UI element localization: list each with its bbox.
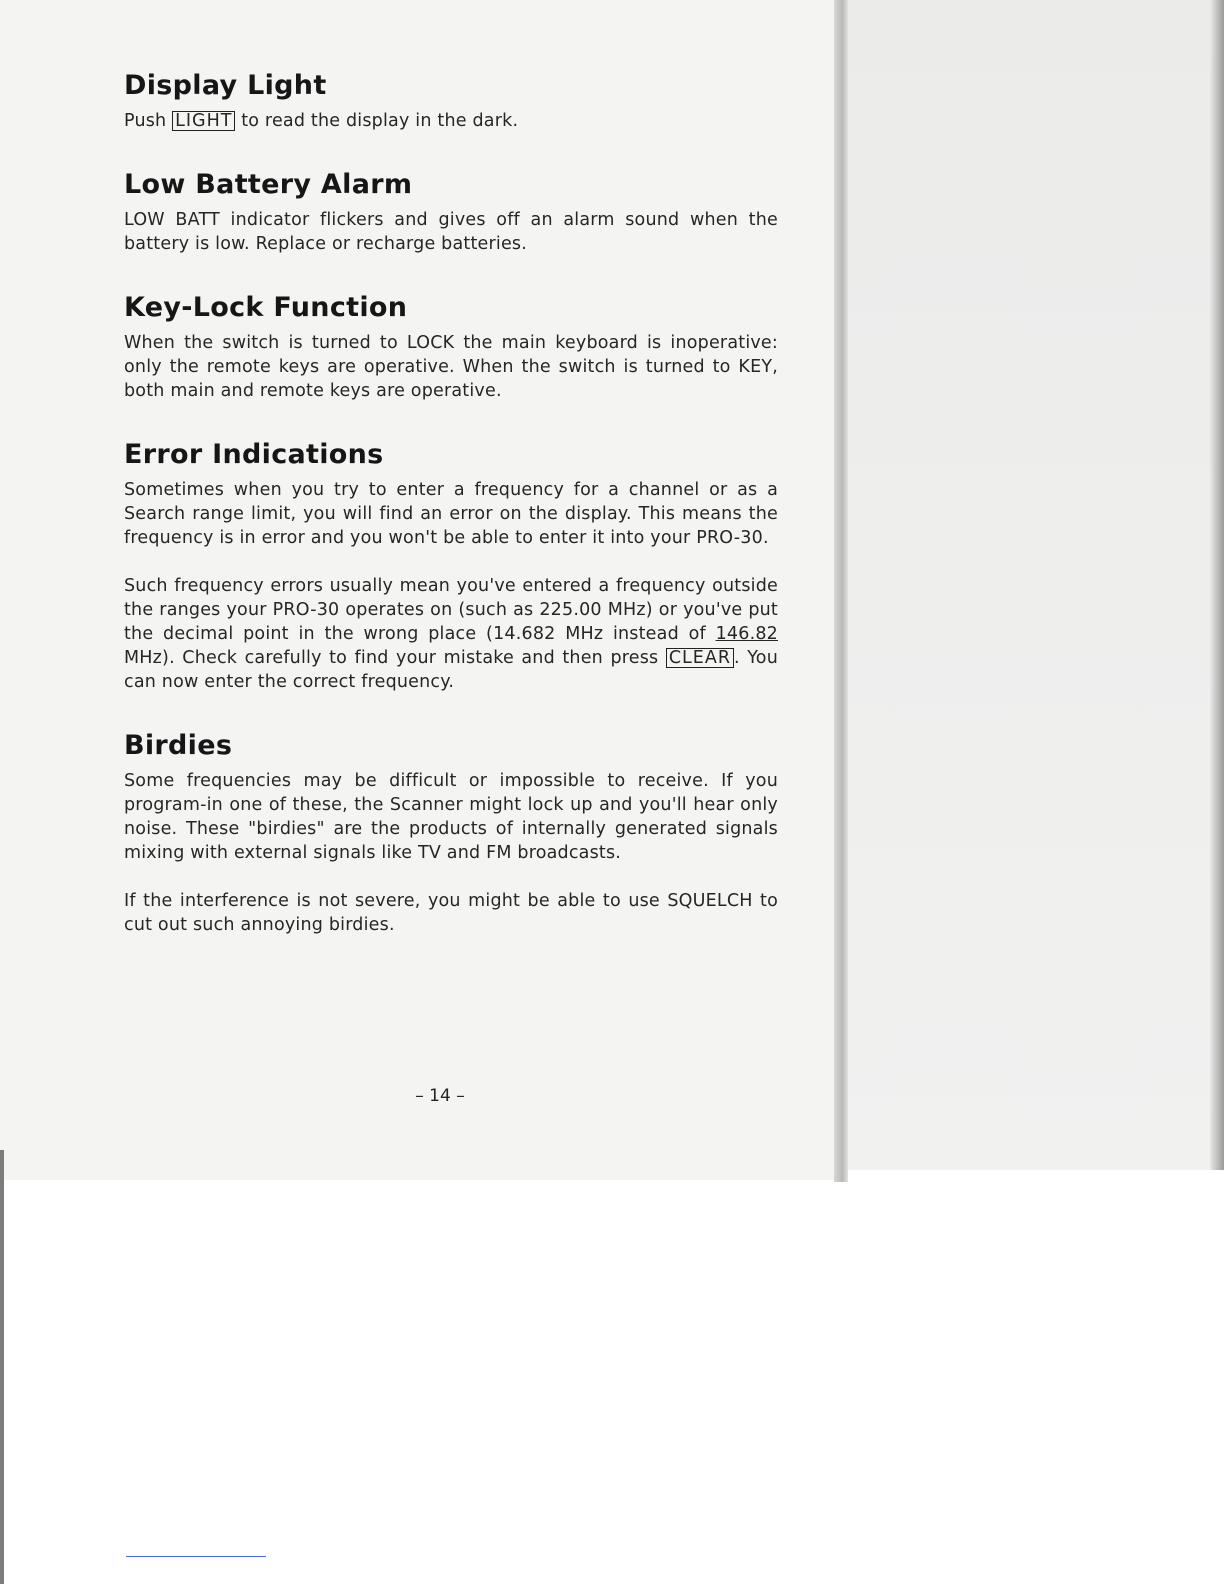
- section-title: Low Battery Alarm: [124, 169, 413, 200]
- section-display-light: [124, 70, 778, 133]
- section-title: Error Indications: [124, 439, 384, 470]
- section-body: Sometimes when you try to enter a frequency for a channel or as a Search range limit, you will find an error on the display. This means the frequency is in error and you won't be able to enter it into your PRO-30.: [124, 480, 778, 548]
- page-spine-edge: [834, 0, 848, 1182]
- page-number: – 14 –: [415, 1086, 465, 1106]
- section-body: When the switch is turned to LOCK the main keyboard is inoperative: only the remote keys are operative. When the switch is turned to KEY, both main and remote keys are operative.: [124, 333, 778, 401]
- section-birdies: [124, 730, 778, 937]
- section-body: LOW BATT indicator flickers and gives off an alarm sound when the battery is low. Replace or recharge batteries.: [124, 210, 778, 254]
- light-key: LIGHT: [172, 111, 235, 131]
- scanner-left-edge: [0, 1150, 4, 1584]
- manual-content: [124, 70, 778, 973]
- scanner-edge: [1210, 0, 1224, 1170]
- section-body: Some frequencies may be difficult or impossible to receive. If you program-in one of these, the Scanner might lock up and you'll hear only noise. These "birdies" are the products of internally generated signals mixing with external signals like TV and FM broadcasts.: [124, 771, 778, 863]
- section-low-battery-alarm: [124, 169, 778, 256]
- underlined-frequency: 146.82: [715, 624, 778, 644]
- blue-rule-line: [126, 1556, 266, 1557]
- section-title: Display Light: [124, 70, 327, 101]
- scanner-background: [848, 0, 1224, 1170]
- clear-key: CLEAR: [666, 648, 734, 668]
- section-key-lock-function: [124, 292, 778, 403]
- section-title: Key-Lock Function: [124, 292, 408, 323]
- section-body-2: Such frequency errors usually mean you've entered a frequency outside the ranges your PRO-30 operates on (such as 225.00 MHz) or you've put the decimal point in the wrong place (14.682 MHz instead of 146.82 MHz). Check carefully to find your mistake and then press CLEAR . You can now enter the correct frequency.: [124, 576, 778, 692]
- section-error-indications: [124, 439, 778, 694]
- section-body: Push LIGHT to read the display in the dark.: [124, 111, 519, 131]
- section-body-2: If the interference is not severe, you might be able to use SQUELCH to cut out such annoying birdies.: [124, 891, 778, 935]
- section-title: Birdies: [124, 730, 233, 761]
